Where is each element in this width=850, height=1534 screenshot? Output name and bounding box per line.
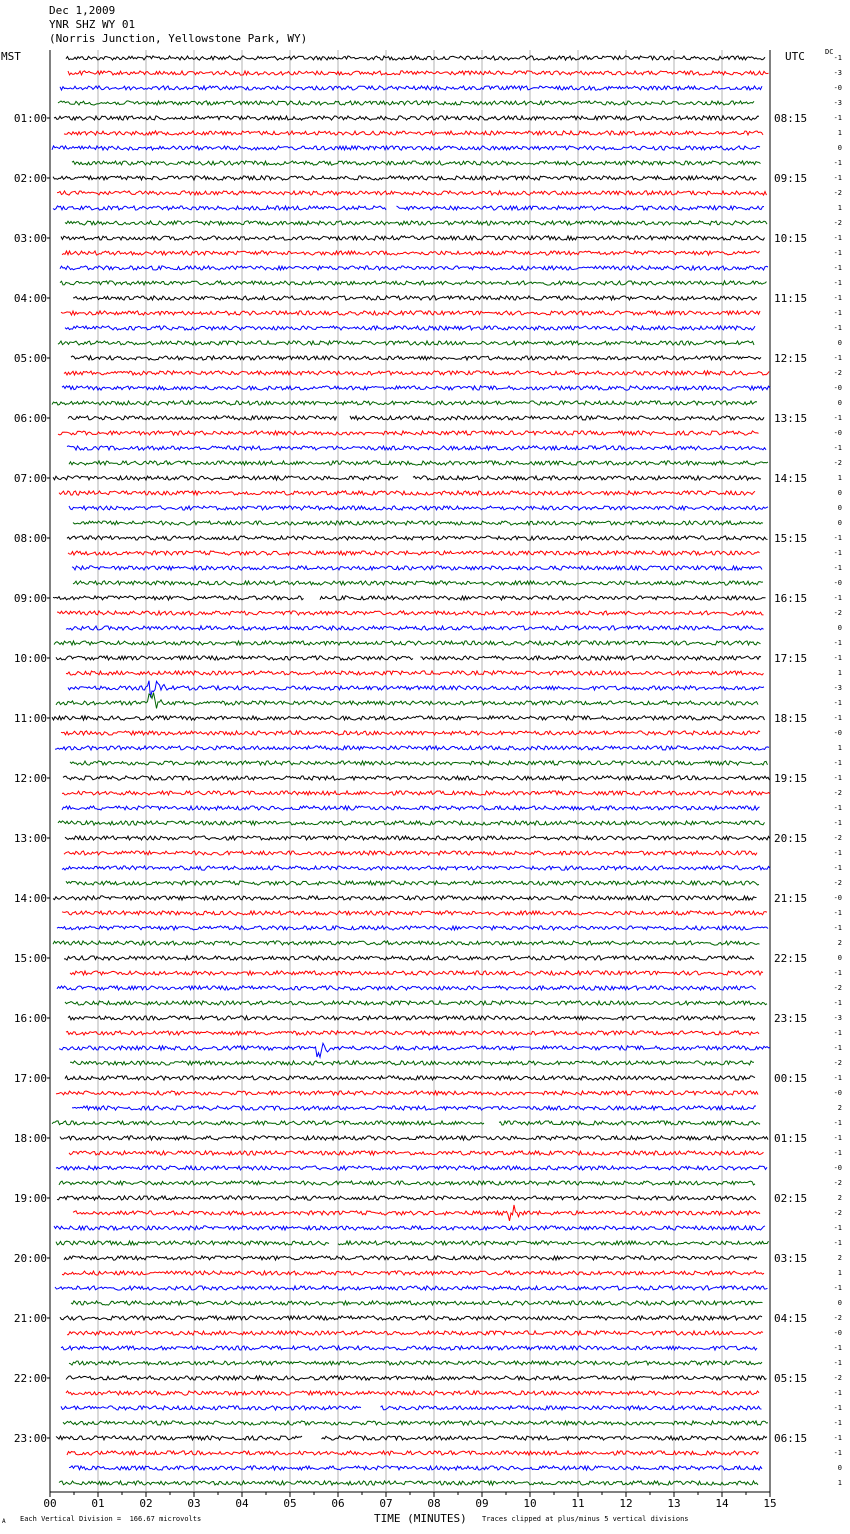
dc-offset-label: -2 [833, 1374, 842, 1382]
trace-row [56, 656, 761, 660]
dc-offset-label: -0 [833, 894, 842, 902]
trace-row [65, 326, 755, 330]
dc-offset-label: -1 [833, 1239, 842, 1247]
mst-hour-label: 17:00 [13, 1072, 47, 1085]
x-tick-label: 06 [331, 1497, 345, 1510]
dc-offset-label: -1 [833, 279, 842, 287]
utc-hour-label: 01:15 [774, 1132, 808, 1145]
x-tick-label: 10 [523, 1497, 537, 1510]
mst-hour-label: 13:00 [13, 832, 47, 845]
trace-row [53, 596, 766, 600]
dc-offset-label: -2 [833, 879, 842, 887]
trace-row [54, 641, 761, 645]
dc-offset-label: 1 [837, 744, 842, 752]
utc-hour-label: 18:15 [774, 712, 808, 725]
dc-offset-label: -0 [833, 729, 842, 737]
dc-offset-label: -1 [833, 999, 842, 1007]
dc-offset-label: -1 [833, 444, 842, 452]
dc-offset-label: -1 [833, 414, 842, 422]
trace-row [71, 356, 761, 360]
trace-row [58, 341, 754, 345]
utc-hour-label: 12:15 [774, 352, 808, 365]
dc-offset-label: -2 [833, 1314, 842, 1322]
trace-row [58, 821, 765, 825]
mst-hour-label: 14:00 [13, 892, 47, 905]
dc-offset-label: -1 [833, 309, 842, 317]
scale-note: Each Vertical Division = 166.67 microvolts [20, 1515, 202, 1523]
dc-offset-label: -1 [833, 354, 842, 362]
trace-row [56, 1091, 758, 1095]
mst-hour-label: 07:00 [13, 472, 47, 485]
mst-hour-label: 01:00 [13, 112, 47, 125]
dc-offset-label: -2 [833, 219, 842, 227]
utc-hour-label: 13:15 [774, 412, 808, 425]
dc-offset-label: -1 [833, 1224, 842, 1232]
trace-row [52, 401, 757, 405]
dc-offset-label: 1 [837, 474, 842, 482]
utc-hour-label: 04:15 [774, 1312, 808, 1325]
utc-hour-label: 22:15 [774, 952, 808, 965]
dc-offset-label: 0 [837, 519, 842, 527]
dc-offset-label: -1 [833, 759, 842, 767]
trace-row [57, 1196, 756, 1200]
trace-row [60, 1316, 762, 1320]
dc-offset-label: -2 [833, 369, 842, 377]
utc-hour-label: 08:15 [774, 112, 808, 125]
trace-row [56, 1241, 769, 1245]
trace-row [66, 1376, 767, 1380]
trace-row [59, 491, 755, 495]
dc-offset-label: -1 [833, 654, 842, 662]
dc-offset-label: -2 [833, 789, 842, 797]
mst-hour-label: 16:00 [13, 1012, 47, 1025]
trace-row [57, 986, 756, 990]
trace-row [57, 191, 767, 195]
dc-offset-label: -0 [833, 84, 842, 92]
utc-hour-label: 15:15 [774, 532, 808, 545]
dc-offset-label: -1 [833, 1134, 842, 1142]
dc-offset-label: -1 [833, 1449, 842, 1457]
utc-hour-label: 10:15 [774, 232, 808, 245]
dc-offset-label: 1 [837, 1269, 842, 1277]
trace-row [57, 926, 768, 930]
trace-row [62, 386, 770, 390]
dc-offset-label: -2 [833, 834, 842, 842]
trace-row [66, 671, 764, 675]
dc-offset-label: -1 [833, 849, 842, 857]
plot-date: Dec 1,2009 [49, 4, 116, 17]
station-location: (Norris Junction, Yellowstone Park, WY) [49, 32, 308, 45]
trace-row [64, 851, 757, 855]
dc-offset-label: -1 [833, 324, 842, 332]
trace-row [60, 281, 767, 285]
x-tick-label: 15 [763, 1497, 777, 1510]
dc-offset-label: -1 [833, 234, 842, 242]
trace-row [53, 476, 761, 480]
dc-offset-label: 1 [837, 204, 842, 212]
trace-row [60, 86, 762, 90]
trace-row [67, 446, 766, 450]
trace-row [55, 746, 769, 750]
mst-hour-label: 05:00 [13, 352, 47, 365]
dc-label: DC [825, 48, 834, 56]
x-tick-label: 01 [91, 1497, 105, 1510]
mst-hour-label: 04:00 [13, 292, 47, 305]
trace-row [56, 693, 758, 709]
trace-row [62, 1271, 764, 1275]
x-tick-label: 04 [235, 1497, 249, 1510]
trace-row [56, 1166, 767, 1170]
x-tick-label: 09 [475, 1497, 489, 1510]
trace-row [69, 461, 768, 465]
dc-offset-label: -3 [833, 684, 842, 692]
x-tick-label: 08 [427, 1497, 441, 1510]
dc-offset-label: -1 [833, 159, 842, 167]
dc-offset-label: -1 [833, 714, 842, 722]
dc-offset-label: -1 [833, 1284, 842, 1292]
dc-offset-label: -0 [833, 1329, 842, 1337]
trace-row [61, 731, 760, 735]
dc-offset-label: -1 [833, 969, 842, 977]
dc-offset-label: -1 [833, 1119, 842, 1127]
mst-hour-label: 20:00 [13, 1252, 47, 1265]
trace-row [68, 71, 769, 75]
dc-offset-label: 0 [837, 144, 842, 152]
trace-row [61, 1346, 757, 1350]
utc-hour-label: 05:15 [774, 1372, 808, 1385]
mst-hour-label: 03:00 [13, 232, 47, 245]
x-tick-label: 05 [283, 1497, 297, 1510]
trace-row [57, 611, 764, 615]
trace-row [58, 101, 754, 105]
trace-row [64, 371, 769, 375]
dc-offset-label: -1 [833, 864, 842, 872]
dc-offset-label: -1 [833, 804, 842, 812]
trace-row [52, 716, 765, 720]
dc-offset-label: -1 [833, 1344, 842, 1352]
mst-hour-label: 15:00 [13, 952, 47, 965]
trace-row [66, 626, 764, 630]
utc-hour-label: 20:15 [774, 832, 808, 845]
trace-row [68, 1016, 755, 1020]
dc-offset-label: -1 [833, 774, 842, 782]
trace-row [65, 836, 770, 840]
dc-offset-label: -2 [833, 459, 842, 467]
trace-row [73, 1205, 760, 1221]
trace-row [68, 681, 764, 698]
x-tick-label: 11 [571, 1497, 585, 1510]
trace-row [63, 776, 770, 780]
dc-offset-label: -0 [833, 1164, 842, 1172]
trace-row [62, 251, 760, 255]
trace-row [65, 221, 767, 225]
trace-row [58, 431, 759, 435]
dc-offset-label: -3 [833, 99, 842, 107]
dc-offset-label: -1 [833, 909, 842, 917]
right-axis-title: UTC [785, 50, 805, 63]
x-axis-label: TIME (MINUTES) [374, 1512, 467, 1525]
x-tick-label: 00 [43, 1497, 57, 1510]
trace-row [73, 581, 763, 585]
dc-offset-label: 0 [837, 504, 842, 512]
dc-offset-label: -1 [833, 294, 842, 302]
dc-offset-label: -1 [833, 1359, 842, 1367]
trace-row [69, 1151, 764, 1155]
x-tick-label: 03 [187, 1497, 201, 1510]
dc-offset-label: -1 [833, 819, 842, 827]
dc-offset-label: -1 [833, 564, 842, 572]
dc-offset-label: 0 [837, 399, 842, 407]
utc-hour-label: 17:15 [774, 652, 808, 665]
mst-hour-label: 10:00 [13, 652, 47, 665]
dc-offset-label: -2 [833, 1179, 842, 1187]
dc-offset-label: -0 [833, 579, 842, 587]
dc-offset-label: -1 [833, 1434, 842, 1442]
trace-row [60, 1136, 768, 1140]
dc-offset-label: -1 [833, 639, 842, 647]
mst-hour-label: 21:00 [13, 1312, 47, 1325]
dc-offset-label: -3 [833, 1014, 842, 1022]
dc-offset-label: -1 [833, 1419, 842, 1427]
x-tick-label: 07 [379, 1497, 393, 1510]
trace-row [73, 521, 763, 525]
dc-offset-label: -2 [833, 1059, 842, 1067]
dc-offset-label: -1 [833, 1404, 842, 1412]
trace-row [61, 311, 760, 315]
dc-offset-label: -1 [833, 1074, 842, 1082]
dc-offset-label: -0 [833, 1089, 842, 1097]
utc-hour-label: 14:15 [774, 472, 808, 485]
dc-offset-label: -1 [833, 1389, 842, 1397]
trace-row [62, 911, 767, 915]
trace-row [64, 131, 763, 135]
station-code: YNR SHZ WY 01 [49, 18, 136, 31]
utc-hour-label: 03:15 [774, 1252, 808, 1265]
trace-row [69, 1361, 762, 1365]
utc-hour-label: 09:15 [774, 172, 808, 185]
trace-row [60, 266, 768, 270]
dc-offset-label: 1 [837, 669, 842, 677]
dc-offset-label: -3 [833, 69, 842, 77]
dc-offset-label: -1 [833, 174, 842, 182]
trace-row [55, 1286, 768, 1290]
utc-hour-label: 00:15 [774, 1072, 808, 1085]
mst-hour-label: 23:00 [13, 1432, 47, 1445]
dc-offset-label: -1 [833, 54, 842, 62]
trace-row [53, 941, 760, 945]
mst-hour-label: 09:00 [13, 592, 47, 605]
dc-offset-label: -0 [833, 429, 842, 437]
trace-row [53, 176, 757, 180]
dc-offset-label: 0 [837, 339, 842, 347]
dc-offset-label: 2 [837, 1104, 842, 1112]
trace-row [70, 971, 763, 975]
x-tick-label: 13 [667, 1497, 681, 1510]
x-tick-label: 02 [139, 1497, 153, 1510]
mst-hour-label: 11:00 [13, 712, 47, 725]
trace-row [62, 806, 760, 810]
dc-offset-label: 0 [837, 624, 842, 632]
dc-offset-label: 1 [837, 129, 842, 137]
trace-row [61, 1406, 762, 1410]
mst-hour-label: 08:00 [13, 532, 47, 545]
trace-row [66, 56, 765, 60]
trace-row [73, 296, 757, 300]
trace-row [54, 116, 759, 120]
trace-row [67, 536, 768, 540]
dc-offset-label: -0 [833, 384, 842, 392]
trace-row [66, 1391, 759, 1395]
dc-offset-label: 1 [837, 1479, 842, 1487]
trace-row [52, 146, 760, 150]
trace-row [67, 1451, 759, 1455]
dc-offset-label: -1 [833, 264, 842, 272]
trace-row [67, 1331, 763, 1335]
dc-offset-label: -1 [833, 114, 842, 122]
trace-row [62, 791, 770, 795]
dc-offset-label: -2 [833, 609, 842, 617]
trace-row [66, 881, 759, 885]
trace-row [53, 206, 764, 210]
trace-row [53, 896, 757, 900]
trace-row [68, 551, 760, 555]
trace-row [68, 416, 764, 420]
clip-note: Traces clipped at plus/minus 5 vertical divisions [482, 1515, 689, 1523]
dc-offset-label: -1 [833, 699, 842, 707]
trace-row [64, 956, 754, 960]
trace-row [63, 1421, 768, 1425]
trace-row [65, 1001, 767, 1005]
mst-hour-label: 12:00 [13, 772, 47, 785]
corner-mark: A [2, 1518, 6, 1525]
dc-offset-label: -1 [833, 1029, 842, 1037]
trace-row [59, 1181, 755, 1185]
trace-row [70, 1061, 754, 1065]
trace-row [62, 866, 770, 870]
trace-row [66, 1031, 759, 1035]
trace-row [52, 1121, 760, 1125]
mst-hour-label: 22:00 [13, 1372, 47, 1385]
dc-offset-label: -1 [833, 594, 842, 602]
dc-offset-label: 2 [837, 1194, 842, 1202]
dc-offset-label: -1 [833, 549, 842, 557]
dc-offset-label: -1 [833, 924, 842, 932]
utc-hour-label: 19:15 [774, 772, 808, 785]
mst-hour-label: 02:00 [13, 172, 47, 185]
utc-hour-label: 23:15 [774, 1012, 808, 1025]
trace-row [59, 1481, 758, 1485]
dc-offset-label: -1 [833, 534, 842, 542]
trace-row [54, 1226, 765, 1230]
trace-row [72, 161, 761, 165]
trace-row [69, 1466, 762, 1470]
mst-hour-label: 19:00 [13, 1192, 47, 1205]
dc-offset-label: -2 [833, 189, 842, 197]
utc-hour-label: 02:15 [774, 1192, 808, 1205]
dc-offset-label: 2 [837, 1254, 842, 1262]
dc-offset-label: -2 [833, 984, 842, 992]
trace-row [71, 1301, 763, 1305]
x-tick-label: 12 [619, 1497, 633, 1510]
utc-hour-label: 16:15 [774, 592, 808, 605]
dc-offset-label: 0 [837, 954, 842, 962]
x-tick-label: 14 [715, 1497, 729, 1510]
utc-hour-label: 06:15 [774, 1432, 808, 1445]
dc-offset-label: -2 [833, 1209, 842, 1217]
dc-offset-label: 0 [837, 1299, 842, 1307]
dc-offset-label: 0 [837, 489, 842, 497]
trace-row [61, 236, 765, 240]
trace-row [56, 1436, 767, 1440]
dc-offset-label: -1 [833, 1044, 842, 1052]
dc-offset-label: 2 [837, 939, 842, 947]
mst-hour-label: 06:00 [13, 412, 47, 425]
mst-hour-label: 18:00 [13, 1132, 47, 1145]
trace-row [59, 1043, 770, 1057]
left-axis-title: MST [1, 50, 21, 63]
trace-row [72, 1106, 756, 1110]
trace-row [69, 506, 768, 510]
dc-offset-label: 0 [837, 1464, 842, 1472]
trace-row [72, 566, 762, 570]
trace-row [65, 1076, 755, 1080]
utc-hour-label: 21:15 [774, 892, 808, 905]
dc-offset-label: -1 [833, 1149, 842, 1157]
utc-hour-label: 11:15 [774, 292, 808, 305]
trace-row [64, 1256, 757, 1260]
dc-offset-label: -1 [833, 249, 842, 257]
trace-row [70, 761, 768, 765]
